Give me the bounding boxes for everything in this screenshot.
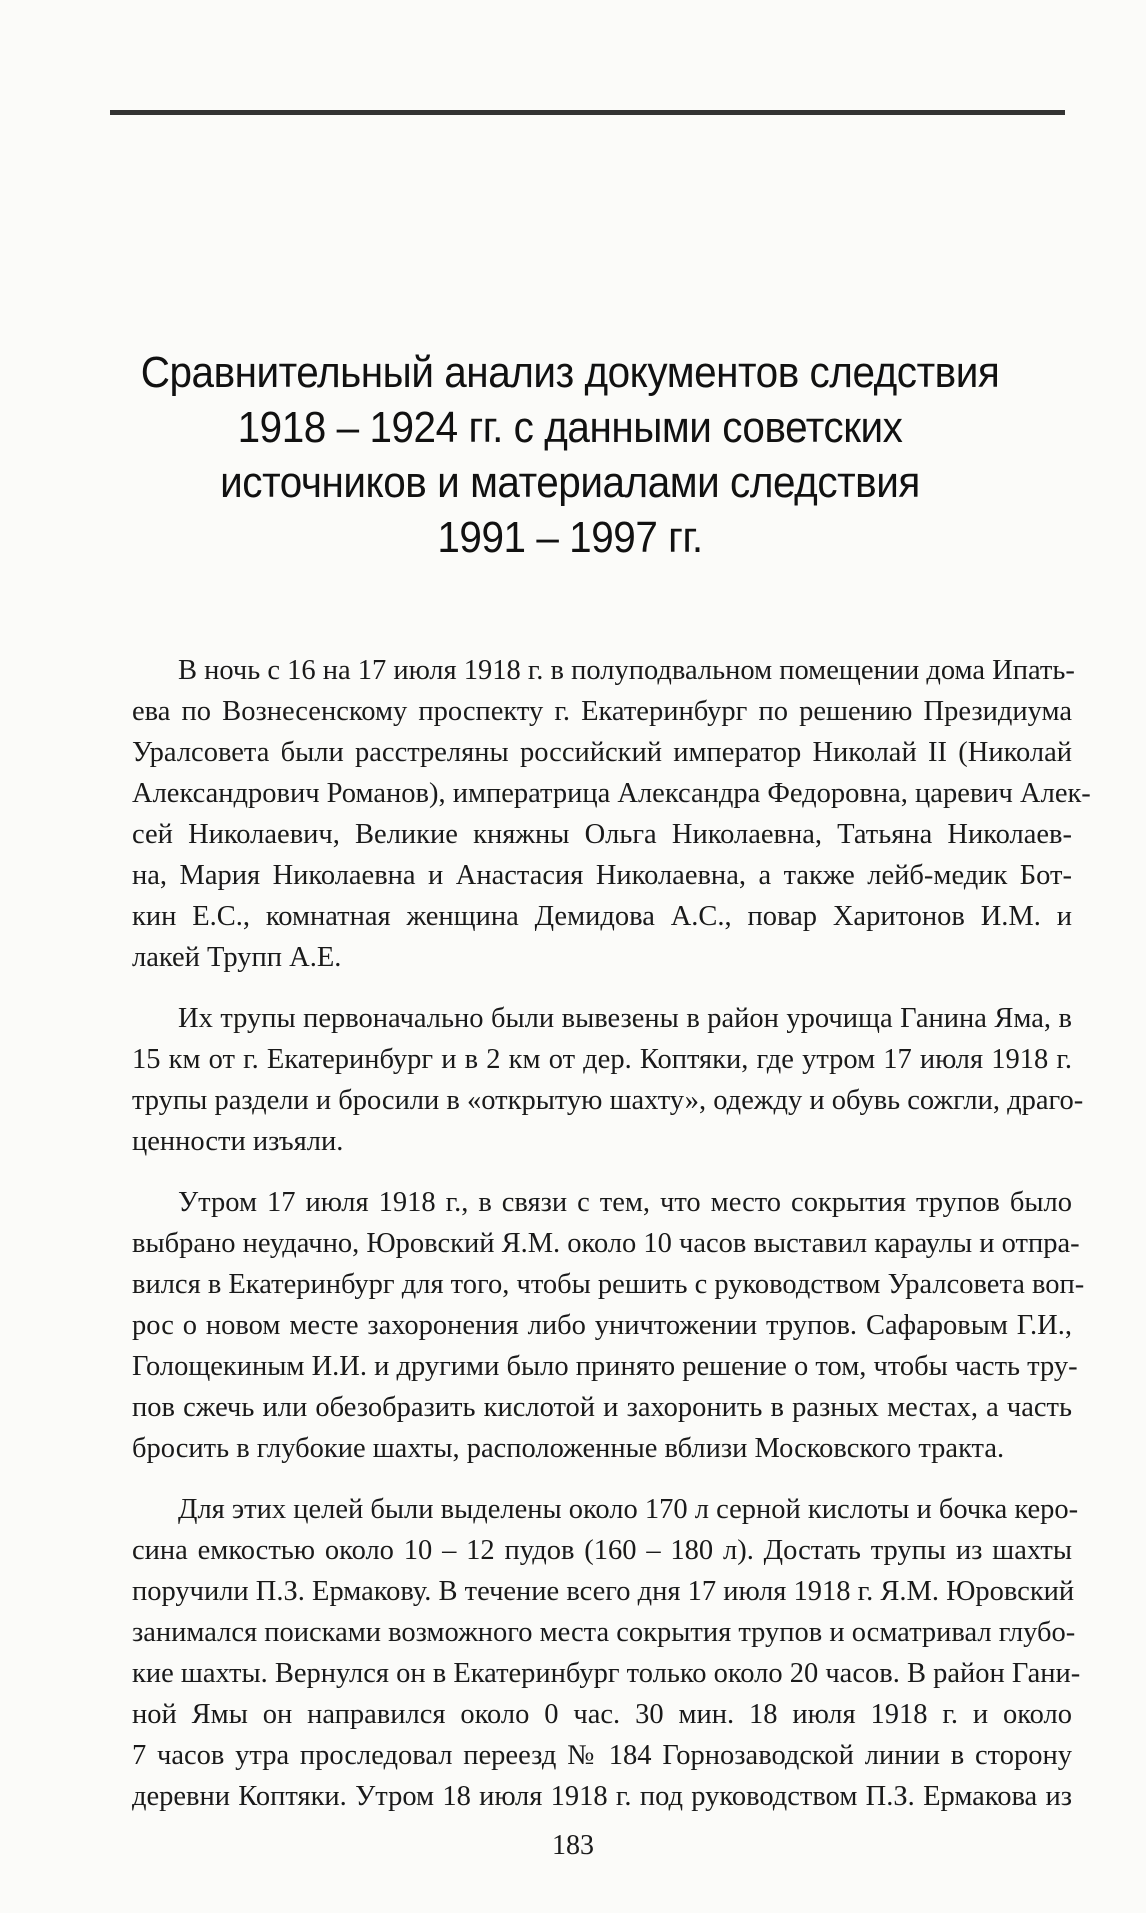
text-line: Александрович Романов), императрица Александра Федоровна, царевич Алек-	[132, 778, 1091, 809]
paragraph	[132, 650, 1091, 978]
text-line: поручили П.З. Ермакову. В течение всего дня 17 июля 1918 г. Я.М. Юровский	[132, 1576, 1075, 1607]
text-line: бросить в глубокие шахты, расположенные вблизи Московского тракта.	[132, 1433, 1005, 1464]
title-line: источников и материалами следствия	[220, 458, 920, 507]
text-line: трупы раздели и бросили в «открытую шахту», одежду и обувь сожгли, драго-	[132, 1085, 1084, 1116]
text-line: вился в Екатеринбург для того, чтобы решить с руководством Уралсовета воп-	[132, 1269, 1085, 1300]
text-line: кин Е.С., комнатная женщина Демидова А.С., повар Харитонов И.М. и	[132, 901, 1072, 932]
text-line: 15 км от г. Екатеринбург и в 2 км от дер. Коптяки, где утром 17 июля 1918 г.	[132, 1044, 1072, 1075]
text-line: сина емкостью около 10 – 12 пудов (160 – 180 л). Достать трупы из шахты	[132, 1535, 1072, 1566]
text-line: кие шахты. Вернулся он в Екатеринбург только около 20 часов. В район Гани-	[132, 1658, 1081, 1689]
paragraph	[132, 1182, 1085, 1469]
text-line: деревни Коптяки. Утром 18 июля 1918 г. под руководством П.З. Ермакова из	[132, 1781, 1072, 1812]
paragraph	[132, 998, 1084, 1162]
page-number: 183	[552, 1830, 594, 1861]
text-line: ной Ямы он направился около 0 час. 30 мин. 18 июля 1918 г. и около	[132, 1699, 1072, 1730]
text-line: сей Николаевич, Великие княжны Ольга Николаевна, Татьяна Николаев-	[132, 819, 1072, 850]
text-line: рос о новом месте захоронения либо уничтожении трупов. Сафаровым Г.И.,	[132, 1310, 1072, 1341]
text-line: Их трупы первоначально были вывезены в район урочища Ганина Яма, в	[178, 1003, 1072, 1034]
text-line: 7 часов утра проследовал переезд № 184 Горнозаводской линии в сторону	[132, 1740, 1072, 1771]
text-line: ева по Вознесенскому проспекту г. Екатеринбург по решению Президиума	[132, 696, 1072, 727]
text-line: ценности изъяли.	[132, 1126, 344, 1157]
body-text	[132, 650, 1091, 1837]
header-rule	[110, 110, 1065, 115]
text-line: лакей Трупп А.Е.	[132, 942, 342, 973]
text-line: занимался поисками возможного места сокрытия трупов и осматривал глубо-	[132, 1617, 1076, 1648]
text-line: выбрано неудачно, Юровский Я.М. около 10 часов выставил караулы и отпра-	[132, 1228, 1080, 1259]
text-line: Уралсовета были расстреляны российский император Николай II (Николай	[132, 737, 1072, 768]
text-line: Голощекиным И.И. и другими было принято решение о том, чтобы часть тру-	[132, 1351, 1078, 1382]
title-line: 1991 – 1997 гг.	[437, 513, 703, 562]
text-line: Для этих целей были выделены около 170 л серной кислоты и бочка керо-	[178, 1494, 1079, 1525]
text-line: Утром 17 июля 1918 г., в связи с тем, что место сокрытия трупов было	[178, 1187, 1072, 1218]
text-line: пов сжечь или обезобразить кислотой и захоронить в разных местах, а часть	[132, 1392, 1072, 1423]
chapter-title	[60, 345, 1080, 565]
title-line: 1918 – 1924 гг. с данными советских	[237, 403, 903, 452]
title-line: Сравнительный анализ документов следствия	[140, 348, 1000, 397]
paragraph	[132, 1489, 1081, 1817]
text-line: на, Мария Николаевна и Анастасия Николаевна, а также лейб-медик Бот-	[132, 860, 1072, 891]
text-line: В ночь с 16 на 17 июля 1918 г. в полуподвальном помещении дома Ипать-	[178, 655, 1075, 686]
